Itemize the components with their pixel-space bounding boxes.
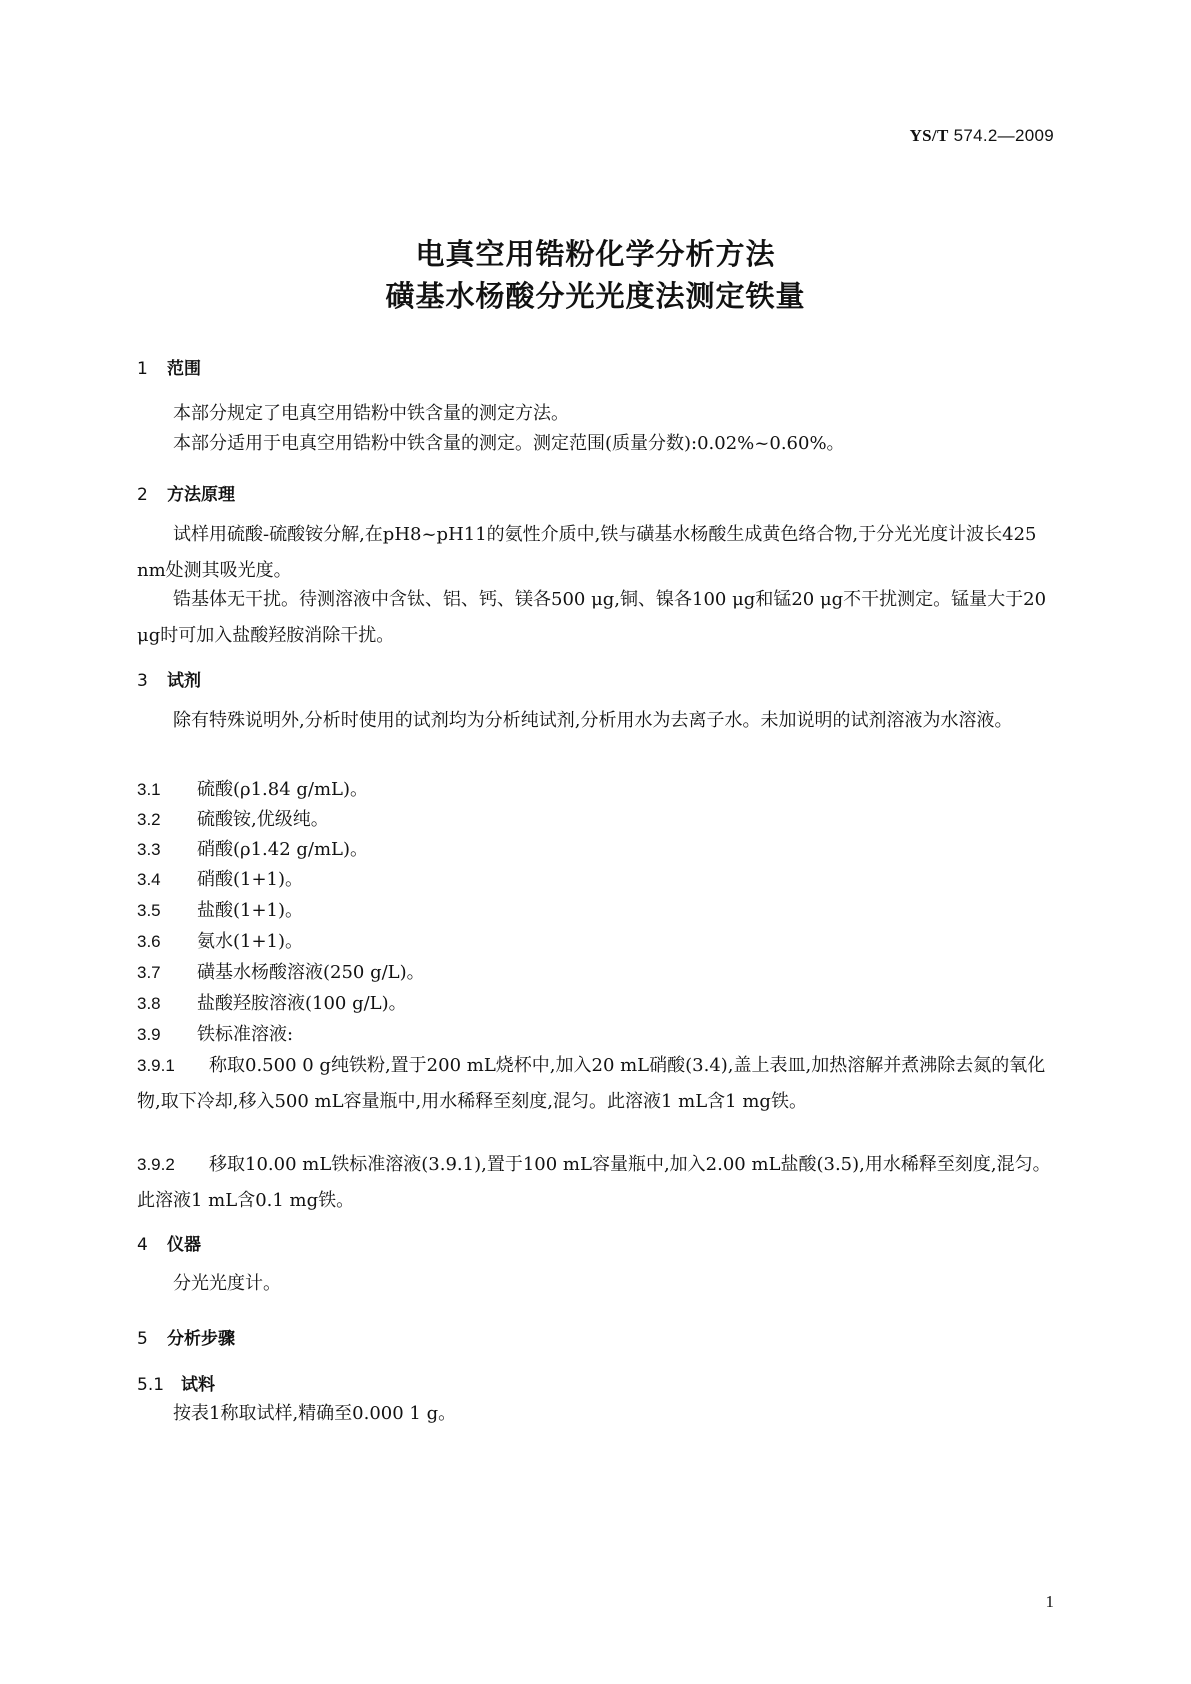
item-text: 硫酸(ρ1.84 g/mL)。 [197, 779, 369, 800]
document-title-line1: 电真空用锆粉化学分析方法 [415, 237, 776, 271]
section-title: 分析步骤 [167, 1329, 235, 1349]
item-number: 3.8 [137, 994, 161, 1013]
section-number: 5.1 [137, 1375, 165, 1395]
item-number: 3.9.2 [137, 1155, 175, 1174]
item-number: 3.1 [137, 780, 161, 799]
section-1-paragraph-1: 本部分规定了电真空用锆粉中铁含量的测定方法。 [173, 403, 569, 424]
page-number: 1 [1045, 1592, 1054, 1611]
section-title: 试料 [181, 1375, 215, 1395]
section-5-heading [137, 1324, 235, 1349]
item-text: 硝酸(1+1)。 [197, 869, 304, 890]
reagent-subitem-3-9-1 [137, 1048, 1055, 1120]
section-number: 1 [137, 359, 148, 379]
item-number: 3.9.1 [137, 1056, 175, 1075]
section-3-intro: 除有特殊说明外,分析时使用的试剂均为分析纯试剂,分析用水为去离子水。未加说明的试剂溶液为水溶液。 [173, 710, 1013, 731]
section-4-heading [137, 1230, 201, 1255]
item-number: 3.9 [137, 1025, 161, 1044]
section-number: 5 [137, 1329, 148, 1349]
section-1-heading [137, 354, 201, 379]
item-text: 硫酸铵,优级纯。 [197, 809, 329, 830]
item-text: 硝酸(ρ1.42 g/mL)。 [197, 839, 369, 860]
standard-code [910, 126, 1054, 146]
item-number: 3.6 [137, 932, 161, 951]
item-number: 3.5 [137, 901, 161, 920]
section-4-paragraph-1: 分光光度计。 [173, 1273, 281, 1294]
item-number: 3.3 [137, 840, 161, 859]
reagent-subitem-3-9-2 [137, 1147, 1055, 1219]
section-number: 2 [137, 485, 148, 505]
section-5-1-heading [137, 1370, 215, 1395]
section-number: 4 [137, 1235, 148, 1255]
section-3-heading [137, 666, 201, 691]
item-text: 盐酸(1+1)。 [197, 900, 304, 921]
item-number: 3.2 [137, 810, 161, 829]
section-2-paragraph-1: 试样用硫酸-硫酸铵分解,在pH8~pH11的氨性介质中,铁与磺基水杨酸生成黄色络合物,于分光光度计波长425 nm处测其吸光度。 [137, 524, 1037, 581]
item-text: 磺基水杨酸溶液(250 g/L)。 [197, 962, 425, 983]
section-title: 方法原理 [167, 485, 235, 505]
standard-number: 574.2—2009 [953, 126, 1054, 145]
section-title: 范围 [167, 359, 201, 379]
standard-prefix: YS/T [909, 126, 949, 145]
section-1-paragraph-2: 本部分适用于电真空用锆粉中铁含量的测定。测定范围(质量分数):0.02%~0.60%。 [173, 433, 845, 454]
section-2-paragraph-2: 锆基体无干扰。待测溶液中含钛、铝、钙、镁各500 μg,铜、镍各100 μg和锰20 μg不干扰测定。锰量大于20 μg时可加入盐酸羟胺消除干扰。 [137, 589, 1047, 646]
section-2-heading [137, 480, 235, 505]
item-text: 称取0.500 0 g纯铁粉,置于200 mL烧杯中,加入20 mL硝酸(3.4),盖上表皿,加热溶解并煮沸除去氮的氧化物,取下冷却,移入500 mL容量瓶中,用水稀释至刻度,混匀。此溶液1 mL含1 mg铁。 [137, 1055, 1046, 1112]
section-5-1-paragraph-1: 按表1称取试样,精确至0.000 1 g。 [173, 1403, 457, 1424]
item-text: 氨水(1+1)。 [197, 931, 304, 952]
section-number: 3 [137, 671, 148, 691]
item-text: 铁标准溶液: [197, 1024, 294, 1045]
item-text: 移取10.00 mL铁标准溶液(3.9.1),置于100 mL容量瓶中,加入2.00 mL盐酸(3.5),用水稀释至刻度,混匀。此溶液1 mL含0.1 mg铁。 [137, 1154, 1051, 1211]
item-number: 3.4 [137, 870, 161, 889]
document-title-line2: 磺基水杨酸分光光度法测定铁量 [385, 279, 806, 313]
item-number: 3.7 [137, 963, 161, 982]
item-text: 盐酸羟胺溶液(100 g/L)。 [197, 993, 407, 1014]
section-title: 仪器 [167, 1235, 201, 1255]
section-title: 试剂 [167, 671, 201, 691]
